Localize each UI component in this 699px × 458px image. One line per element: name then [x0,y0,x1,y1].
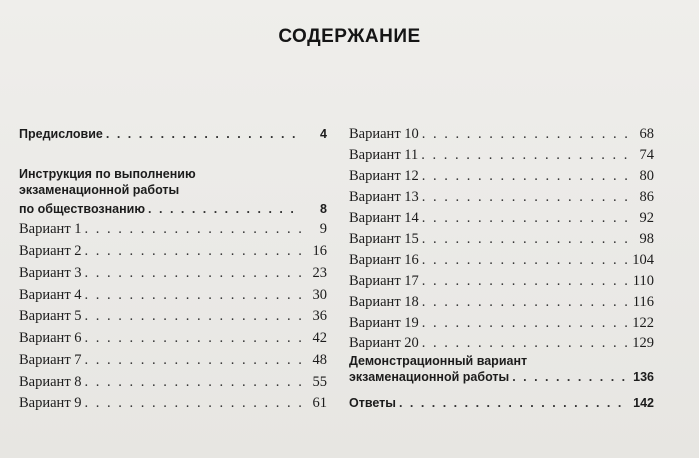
toc-entry-page: 104 [632,252,654,268]
toc-entry-label: Вариант 8 [19,374,82,390]
toc-entry-page: 129 [632,335,654,351]
toc-entry-preface[interactable] [19,124,327,144]
leader-dots [85,306,301,326]
toc-entry-label: Вариант 20 [349,335,419,351]
toc-entry-variant-15[interactable] [349,229,654,249]
toc-entry-label: Вариант 15 [349,231,419,247]
page-title: СОДЕРЖАНИЕ [278,26,421,47]
leader-dots [422,313,628,333]
toc-entry-page: 92 [639,210,654,226]
leader-dots [85,350,301,370]
toc-entry-page: 122 [632,315,654,331]
toc-entry-page: 136 [633,370,654,384]
toc-entry-page: 116 [632,294,654,310]
toc-entry-variant-20[interactable] [349,333,654,353]
toc-entry-variant-6[interactable] [19,328,327,348]
leader-dots [422,166,628,186]
toc-entry-variant-7[interactable] [19,350,327,370]
toc-entry-page: 61 [312,395,327,411]
toc-entry-label: Вариант 4 [19,287,82,303]
toc-entry-variant-2[interactable] [19,241,327,261]
toc-entry-page: 9 [319,221,327,237]
toc-entry-label: Вариант 14 [349,210,419,226]
toc-entry-variant-13[interactable] [349,187,654,207]
toc-entry-variant-16[interactable] [349,250,654,270]
toc-entry-page: 55 [312,374,327,390]
toc-entry-label-line1: Инструкция по выполнению [19,167,196,181]
toc-entry-page: 110 [632,273,654,289]
toc-entry-label: Вариант 6 [19,330,82,346]
toc-entry-label: Вариант 13 [349,189,419,205]
toc-entry-variant-14[interactable] [349,208,654,228]
toc-entry-variant-5[interactable] [19,306,327,326]
leader-dots [85,393,301,413]
toc-entry-instruction[interactable] [19,166,327,198]
toc-entry-page: 142 [633,396,654,410]
toc-entry-page: 68 [639,126,654,142]
toc-entry-variant-11[interactable] [349,145,654,165]
leader-dots [106,124,301,144]
bleed-through-mark [565,47,568,59]
leader-dots [85,219,301,239]
toc-entry-variant-12[interactable] [349,166,654,186]
toc-entry-variant-19[interactable] [349,313,654,333]
toc-entry-label-line2: экзаменационной работы [19,183,180,197]
toc-entry-instruction-last[interactable] [19,199,327,219]
leader-dots [422,292,628,312]
toc-entry-variant-8[interactable] [19,372,327,392]
toc-entry-page: 80 [639,168,654,184]
leader-dots [512,367,628,387]
leader-dots [148,199,301,219]
toc-entry-demo-last[interactable] [349,367,654,387]
leader-dots [85,263,301,283]
leader-dots [422,124,628,144]
leader-dots [85,328,301,348]
toc-entry-answers[interactable] [349,393,654,413]
toc-entry-label: Ответы [349,396,396,410]
leader-dots [85,372,301,392]
toc-entry-variant-18[interactable] [349,292,654,312]
toc-entry-label: Вариант 3 [19,265,82,281]
toc-entry-label-line2: экзаменационной работы [349,370,510,384]
toc-entry-variant-17[interactable] [349,271,654,291]
toc-entry-label: Вариант 1 [19,221,82,237]
toc-entry-label: Вариант 7 [19,352,82,368]
toc-entry-label: Предисловие [19,127,103,141]
toc-entry-page: 8 [320,202,327,216]
toc-entry-label: Вариант 19 [349,315,419,331]
toc-entry-page: 42 [312,330,327,346]
toc-entry-label: Вариант 10 [349,126,419,142]
toc-entry-label: Вариант 18 [349,294,419,310]
toc-entry-label-line1: Демонстрационный вариант [349,354,528,368]
leader-dots [422,229,628,249]
toc-entry-page: 74 [639,147,654,163]
toc-entry-variant-1[interactable] [19,219,327,239]
leader-dots [422,250,628,270]
toc-entry-page: 4 [320,127,327,141]
toc-entry-page: 98 [639,231,654,247]
leader-dots [422,187,628,207]
toc-entry-label-line3: по обществознанию [19,202,146,216]
leader-dots [422,333,628,353]
leader-dots [421,145,628,165]
toc-entry-variant-9[interactable] [19,393,327,413]
toc-entry-label: Вариант 11 [349,147,419,163]
toc-entry-variant-3[interactable] [19,263,327,283]
toc-entry-variant-10[interactable] [349,124,654,144]
toc-entry-page: 23 [312,265,327,281]
toc-entry-page: 30 [312,287,327,303]
toc-entry-page: 86 [639,189,654,205]
leader-dots [422,208,628,228]
toc-entry-label: Вариант 16 [349,252,419,268]
toc-entry-label: Вариант 5 [19,308,82,324]
toc-entry-variant-4[interactable] [19,285,327,305]
toc-entry-label: Вариант 12 [349,168,419,184]
leader-dots [85,241,301,261]
toc-entry-page: 16 [312,243,327,259]
toc-entry-label: Вариант 9 [19,395,82,411]
toc-entry-page: 48 [312,352,327,368]
toc-entry-label: Вариант 17 [349,273,419,289]
leader-dots [422,271,628,291]
toc-entry-label: Вариант 2 [19,243,82,259]
toc-entry-page: 36 [312,308,327,324]
leader-dots [399,393,628,413]
leader-dots [85,285,301,305]
